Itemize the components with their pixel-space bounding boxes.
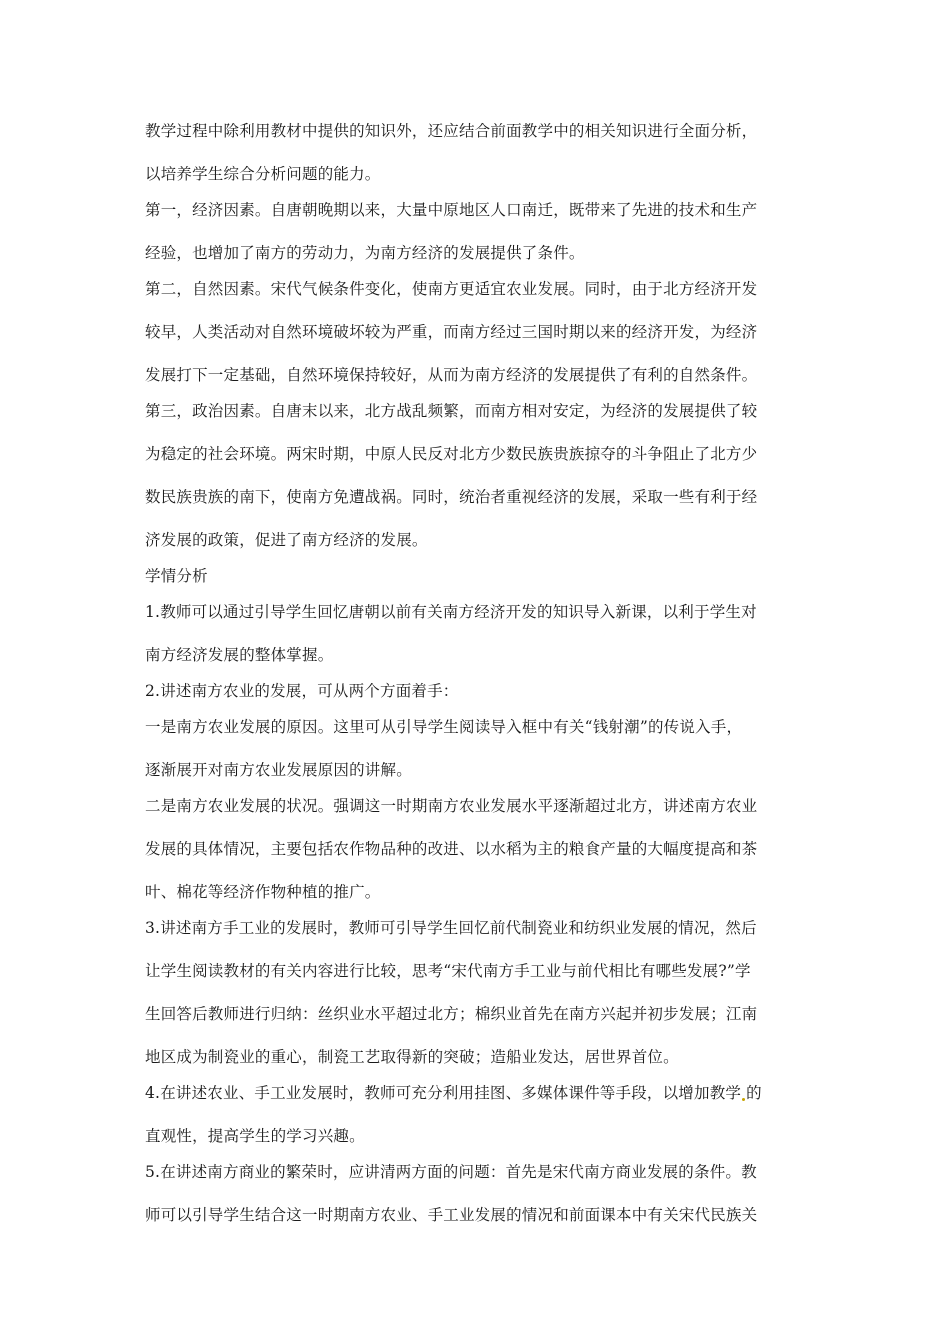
text-line: 发展打下一定基础，自然环境保持较好，从而为南方经济的发展提供了有利的自然条件。 [145,366,758,384]
text-line: 数民族贵族的南下，使南方免遭战祸。同时，统治者重视经济的发展，采取一些有利于经 [145,488,758,506]
text-line: 直观性，提高学生的学习兴趣。 [145,1127,365,1145]
text-line: 以培养学生综合分析问题的能力。 [145,165,381,183]
text-line: 二是南方农业发展的状况。强调这一时期南方农业发展水平逐渐超过北方，讲述南方农业 [145,797,758,815]
text-line: 师可以引导学生结合这一时期南方农业、手工业发展的情况和前面课本中有关宋代民族关 [145,1206,758,1224]
text-line: 2.讲述南方农业的发展，可从两个方面着手： [145,682,459,700]
text-line: 南方经济发展的整体掌握。 [145,646,334,664]
text-line: 3.讲述南方手工业的发展时，教师可引导学生回忆前代制瓷业和纺织业发展的情况，然后 [145,919,757,937]
text-line: 逐渐展开对南方农业发展原因的讲解。 [145,761,412,779]
text-line: 叶、棉花等经济作物种植的推广。 [145,883,381,901]
text-line: 让学生阅读教材的有关内容进行比较，思考“宋代南方手工业与前代相比有哪些发展?”学 [145,962,751,980]
text-line: 教学过程中除利用教材中提供的知识外，还应结合前面教学中的相关知识进行全面分析， [145,122,758,140]
text-line: 发展的具体情况，主要包括农作物品种的改进、以水稻为主的粮食产量的大幅度提高和茶 [145,840,758,858]
text-line: 济发展的政策，促进了南方经济的发展。 [145,531,428,549]
text-line: 第三，政治因素。自唐末以来，北方战乱频繁，而南方相对安定，为经济的发展提供了较 [145,402,758,420]
text-line [145,1082,815,1104]
text-segment: 4.在讲述农业、手工业发展时，教师可充分利用挂图、多媒体课件等手段，以增加教学 [145,1084,742,1102]
text-line: 1.教师可以通过引导学生回忆唐朝以前有关南方经济开发的知识导入新课，以利于学生对 [145,603,757,621]
document-body [145,120,815,1226]
text-segment: 的 [746,1084,762,1102]
text-line: 为稳定的社会环境。两宋时期，中原人民反对北方少数民族贵族掠夺的斗争阻止了北方少 [145,445,758,463]
text-line: 地区成为制瓷业的重心，制瓷工艺取得新的突破；造船业发达，居世界首位。 [145,1048,679,1066]
text-line: 生回答后教师进行归纳：丝织业水平超过北方；棉织业首先在南方兴起并初步发展；江南 [145,1005,758,1023]
text-line: 一是南方农业发展的原因。这里可从引导学生阅读导入框中有关“钱射潮”的传说入手， [145,718,743,736]
section-heading: 学情分析 [145,567,208,585]
text-line: 5.在讲述南方商业的繁荣时，应讲清两方面的问题：首先是宋代南方商业发展的条件。教 [145,1163,757,1181]
text-line: 第二，自然因素。宋代气候条件变化，使南方更适宜农业发展。同时，由于北方经济开发 [145,280,758,298]
text-line: 经验，也增加了南方的劳动力，为南方经济的发展提供了条件。 [145,244,585,262]
text-line: 较早，人类活动对自然环境破坏较为严重，而南方经过三国时期以来的经济开发，为经济 [145,323,758,341]
text-line: 第一，经济因素。自唐朝晚期以来，大量中原地区人口南迁，既带来了先进的技术和生产 [145,201,758,219]
stray-mark [742,1098,745,1101]
